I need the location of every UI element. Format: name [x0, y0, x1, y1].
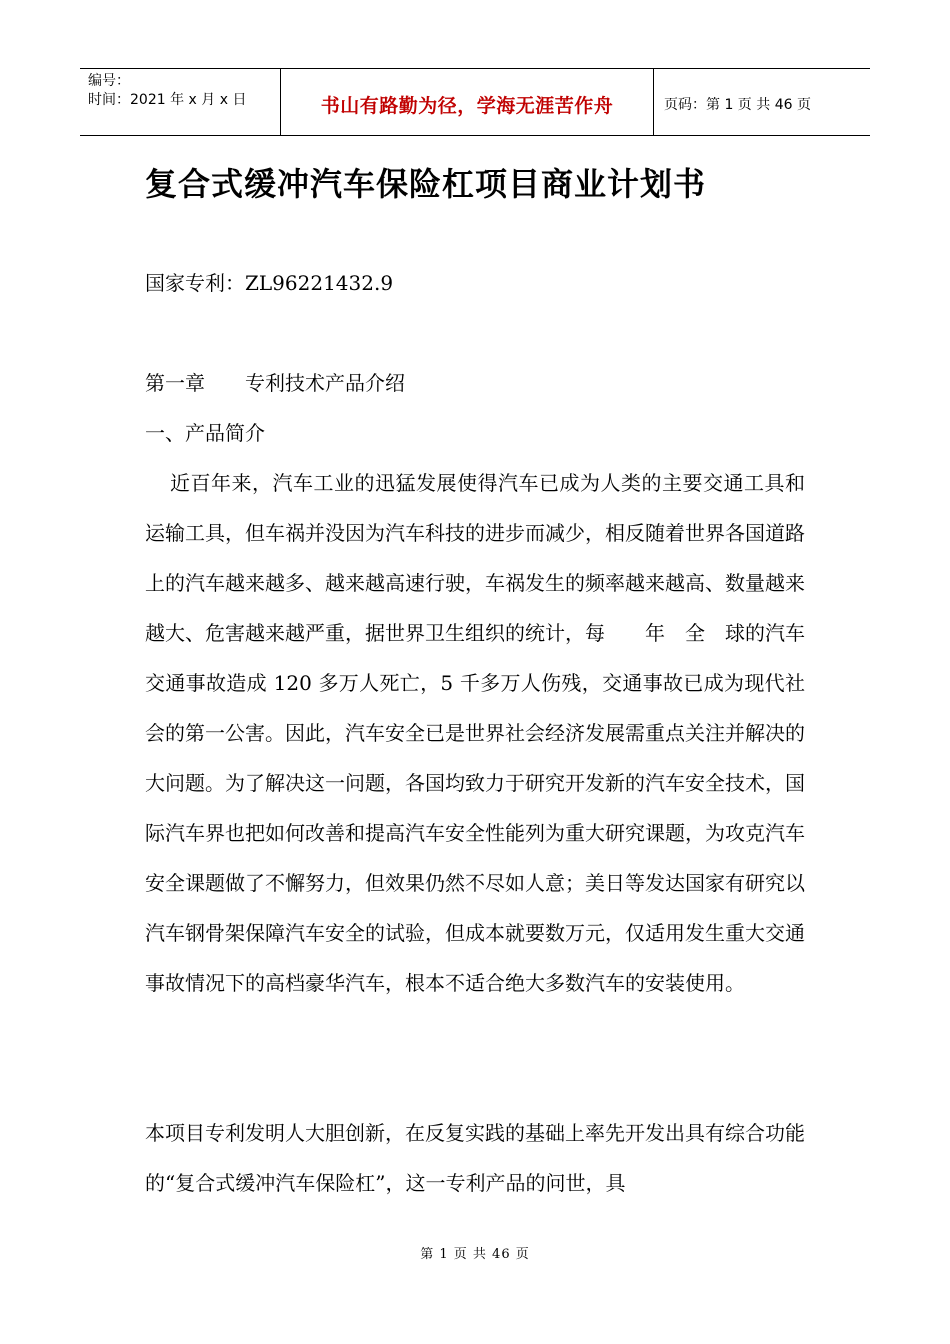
body-paragraph: 本项目专利发明人大胆创新，在反复实践的基础上率先开发出具有综合功能的“复合式缓冲汽车保险杠”，这一专利产品的问世，具 — [145, 1121, 805, 1195]
body-paragraph: 近百年来，汽车工业的迅猛发展使得汽车已成为人类的主要交通工具和运输工具，但车祸并没因为汽车科技的进步而减少，相反随着世界各国道路上的汽车越来越多、越来越高速行驶，车祸发生的频率越来越高、数量越来越大、危害越来越严重，据世界卫生组织的统计，每 年 全 球的汽车交通事故造成 120 多万人死亡，5 千多万人伤残，交通事故已成为现代社会的第一公害。因此，汽车安全已是世界社会经济发展需重点关注并解决的大问题。为了解决这一问题，各国均致力于研究开发新的汽车安全技术，国际汽车界也把如何改善和提高汽车安全性能列为重大研究课题，为攻克汽车安全课题做了不懈努力，但效果仍然不尽如人意；美日等发达国家有研究以汽车钢骨架保障汽车安全的试验，但成本就要数万元，仅适用发生重大交通事故情况下的高档豪华汽车，根本不适合绝大多数汽车的安装使用。 — [145, 471, 805, 995]
document-title: 复合式缓冲汽车保险杠项目商业计划书 — [145, 165, 707, 203]
header-meta — [80, 69, 281, 135]
section-heading: 一、产品简介 — [145, 421, 265, 445]
page-header — [80, 68, 870, 136]
patent-number: 国家专利：ZL96221432.9 — [145, 271, 394, 295]
serial-label: 编号： — [88, 73, 130, 89]
chapter-heading: 第一章 专利技术产品介绍 — [145, 371, 405, 395]
date-label: 时间：2021 年 x 月 x 日 — [88, 92, 247, 108]
header-page-info: 页码：第 1 页 共 46 页 — [664, 97, 811, 113]
page-footer: 第 1 页 共 46 页 — [420, 1247, 530, 1262]
header-motto: 书山有路勤为径，学海无涯苦作舟 — [281, 69, 654, 135]
